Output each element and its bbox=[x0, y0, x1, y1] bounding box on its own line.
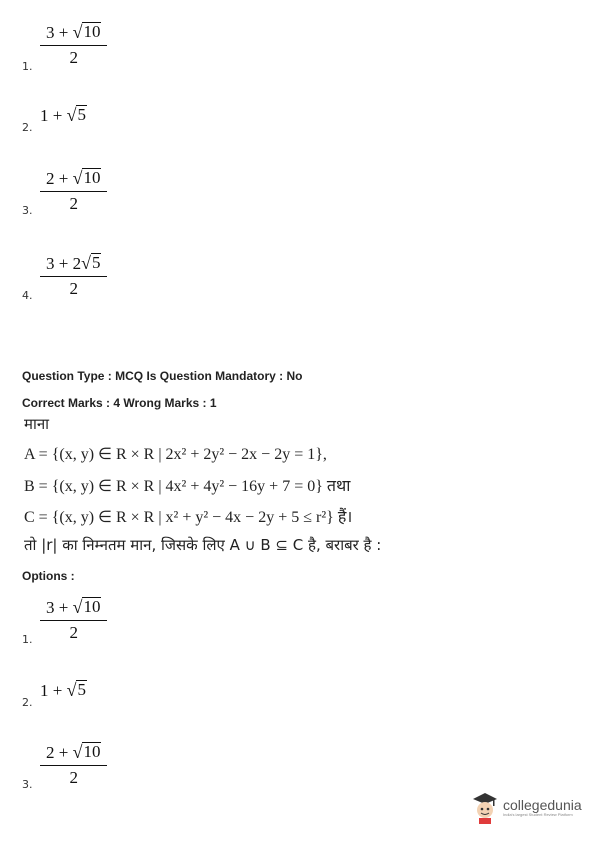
graduate-mascot-icon bbox=[470, 790, 500, 824]
option-number: 3. bbox=[22, 204, 33, 217]
option-1-fraction: 3 + √ 10 2 bbox=[40, 22, 107, 68]
options-label: Options : bbox=[22, 569, 75, 583]
option-number: 2. bbox=[22, 696, 33, 709]
question-type-line: Question Type : MCQ Is Question Mandatory : No bbox=[22, 369, 303, 383]
marks-line: Correct Marks : 4 Wrong Marks : 1 bbox=[22, 396, 217, 410]
option-3-fraction: 2 + √ 10 2 bbox=[40, 742, 107, 788]
logo-tagline: India's largest Student Review Platform bbox=[503, 811, 573, 817]
option-1-fraction: 3 + √ 10 2 bbox=[40, 597, 107, 643]
set-a-definition: A = {(x, y) ∈ R × R | 2x² + 2y² − 2x − 2y = 1}, bbox=[24, 446, 327, 463]
option-4-fraction: 3 + 2 √ 5 2 bbox=[40, 253, 107, 299]
question-ask: तो |r| का निम्नतम मान, जिसके लिए A ∪ B ⊆ C है, बराबर है : bbox=[24, 536, 382, 554]
collegedunia-logo bbox=[470, 790, 582, 824]
question-intro: माना bbox=[24, 415, 50, 433]
set-b-definition: B = {(x, y) ∈ R × R | 4x² + 4y² − 16y + 7 = 0} तथा bbox=[24, 478, 351, 495]
option-number: 2. bbox=[22, 121, 33, 134]
logo-wordmark: collegedunia bbox=[503, 796, 582, 813]
option-number: 1. bbox=[22, 60, 33, 73]
option-number: 1. bbox=[22, 633, 33, 646]
option-2-expression: 1 + √ 5 bbox=[40, 679, 86, 700]
option-number: 4. bbox=[22, 289, 33, 302]
set-c-definition: C = {(x, y) ∈ R × R | x² + y² − 4x − 2y + 5 ≤ r²} हैं। bbox=[24, 509, 353, 526]
option-2-expression: 1 + √ 5 bbox=[40, 104, 86, 125]
option-number: 3. bbox=[22, 778, 33, 791]
option-3-fraction: 2 + √ 10 2 bbox=[40, 168, 107, 214]
